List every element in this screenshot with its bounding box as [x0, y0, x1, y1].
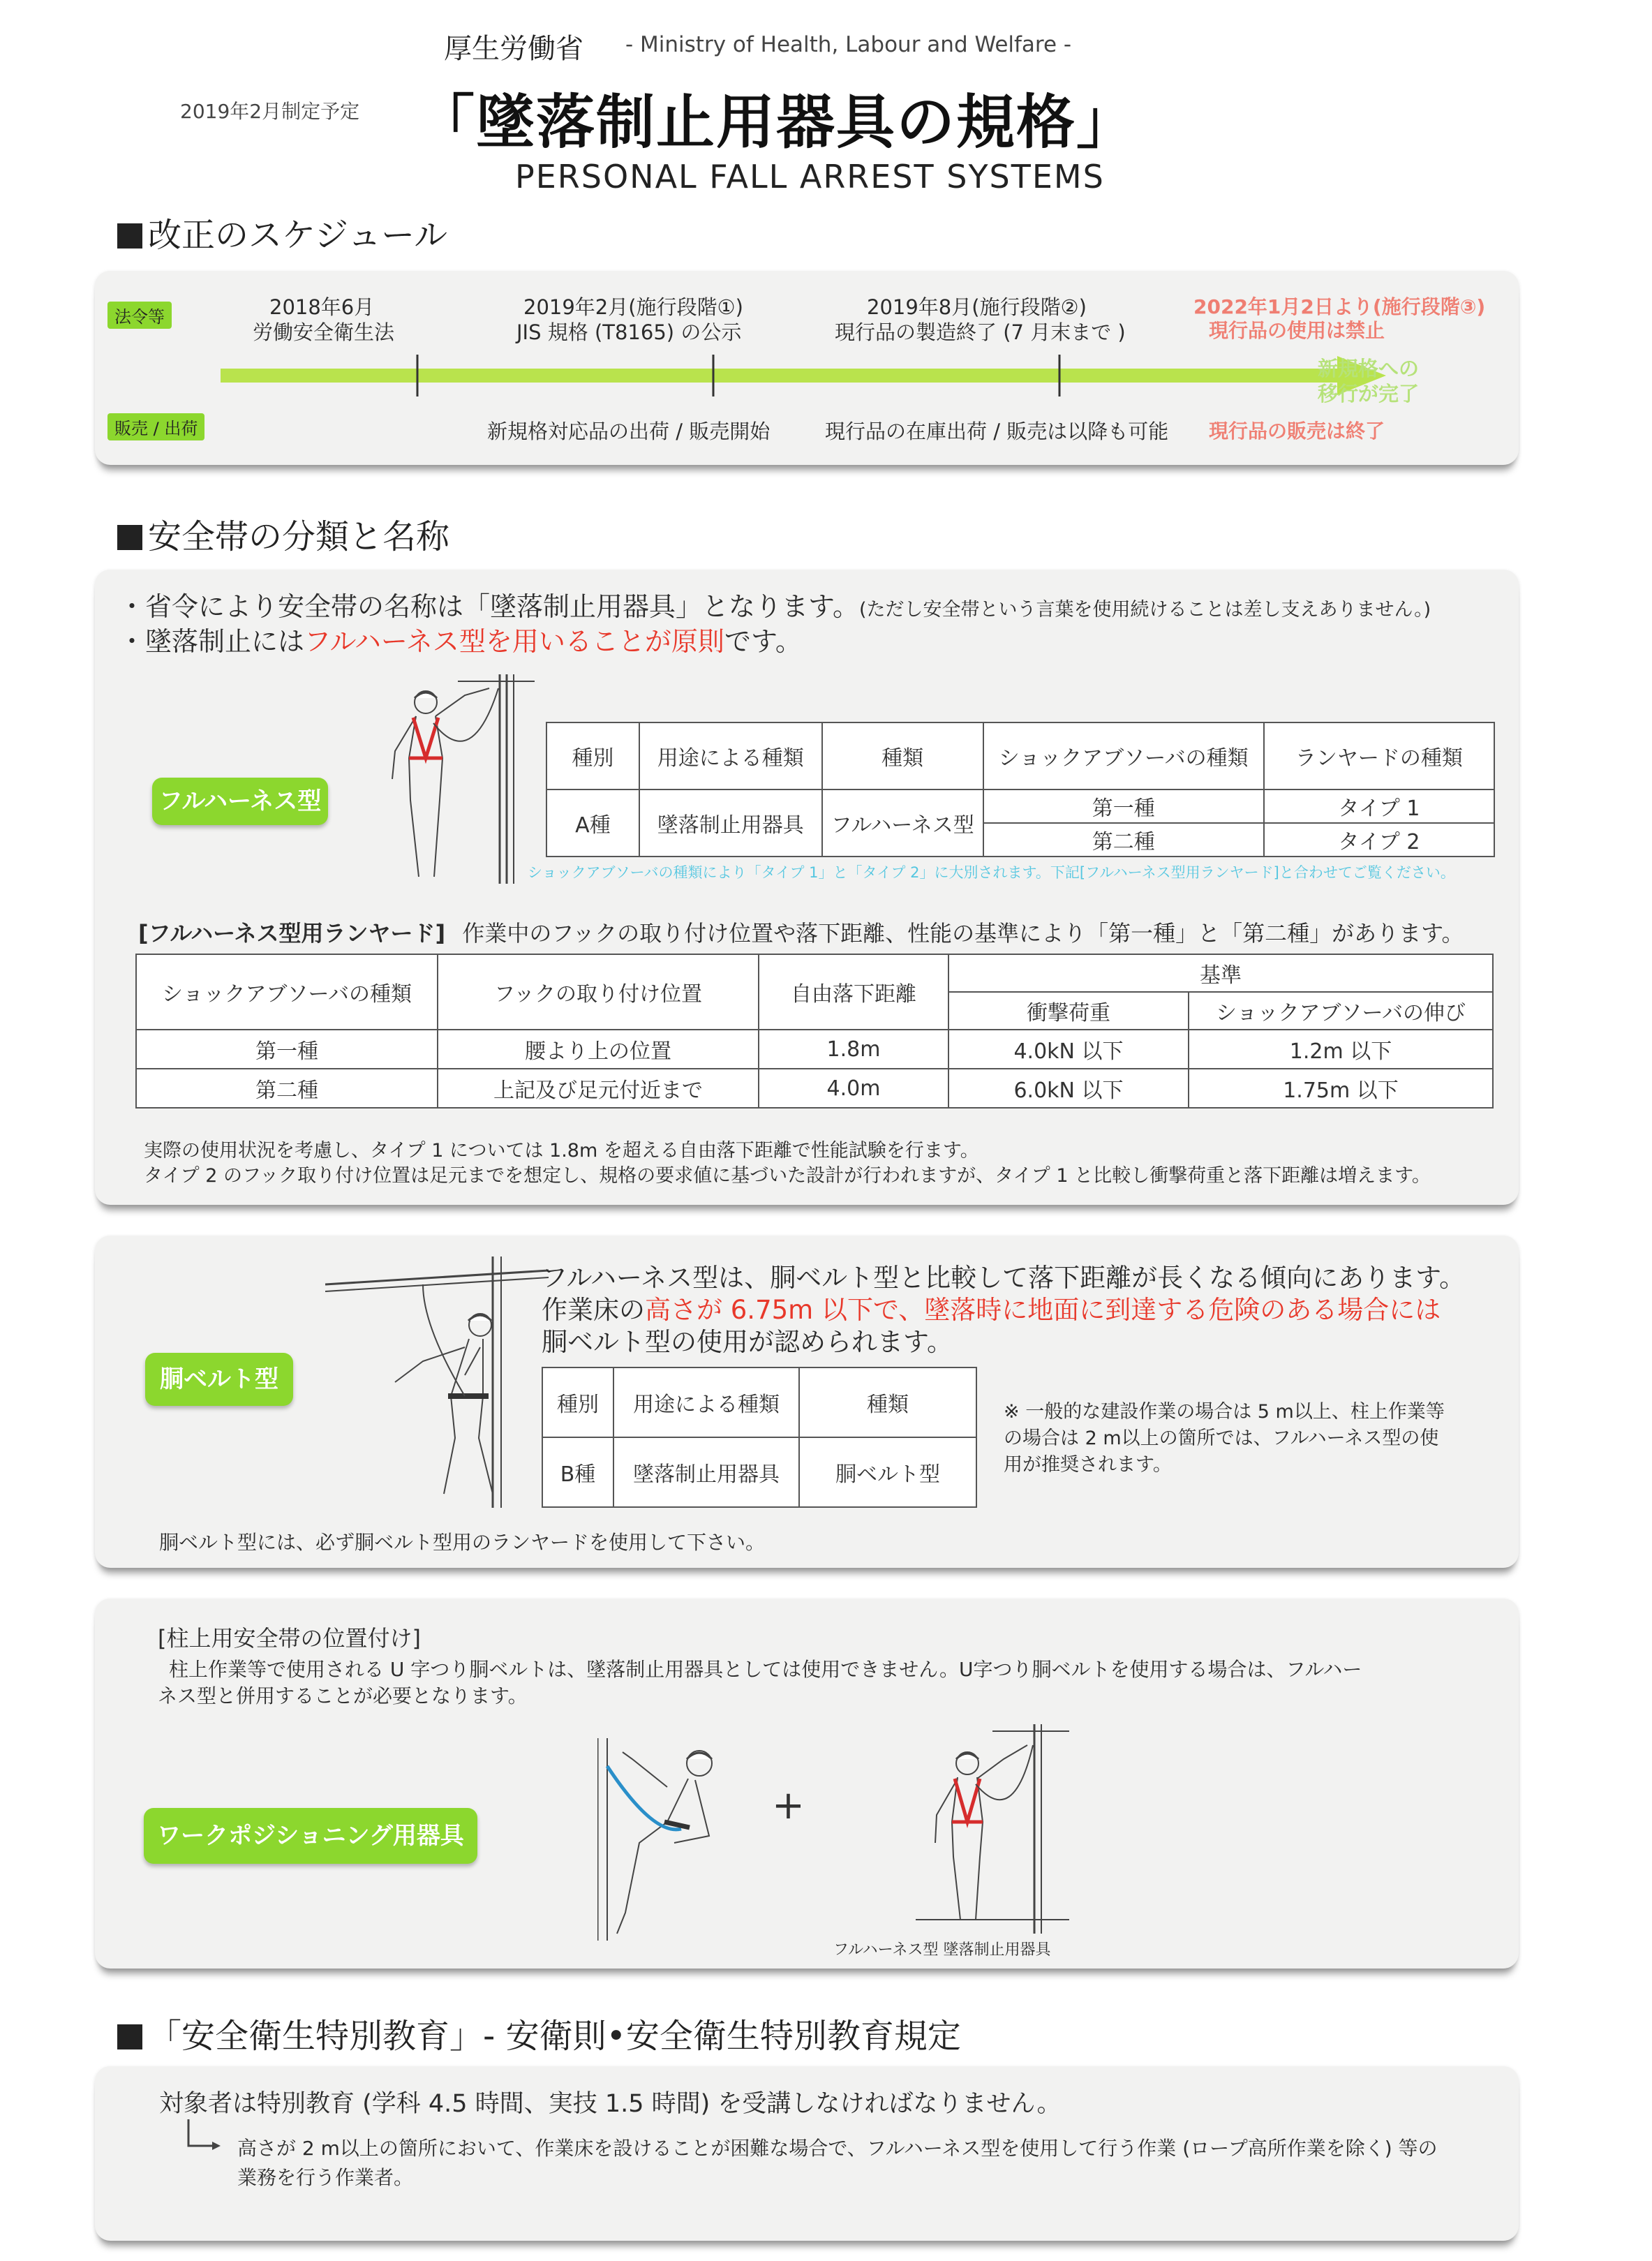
- header-absorber: ショックアブソーバの種類: [983, 722, 1264, 790]
- belt-worker-illustration: [325, 1256, 549, 1508]
- cell-absorber-2: 第二種: [983, 823, 1264, 857]
- transition-note-1: 新規格への: [1318, 357, 1420, 380]
- row2-elongation: 1.75m 以下: [1189, 1069, 1493, 1108]
- pole-desc-1: 柱上作業等で使用される U 字つり胴ベルトは、墜落制止用器具としては使用できません。U字つり胴ベルトを使用する場合は、フルハー: [169, 1658, 1362, 1681]
- row2-impact: 6.0kN 以下: [948, 1069, 1189, 1108]
- bullet-1-main: ・省令により安全帯の名称は「墜落制止用器具」となります。: [119, 591, 859, 622]
- belt-footer: 胴ベルト型には、必ず胴ベルト型用のランヤードを使用して下さい。: [159, 1531, 766, 1554]
- row1-fall: 1.8m: [759, 1030, 948, 1069]
- bullet-2-text: ・墜落制止には: [119, 626, 305, 657]
- belt-line-2-highlight: 高さが 6.75m 以下で、墜落時に地面に到達する危険のある場合には: [645, 1295, 1441, 1325]
- milestone-3-bottom: 現行品の在庫出荷 / 販売は以降も可能: [825, 420, 1169, 443]
- square-bullet: [117, 525, 142, 550]
- row1-impact: 4.0kN 以下: [948, 1030, 1189, 1069]
- cell-class-a: A種: [546, 790, 639, 857]
- pole-desc-2: ネス型と併用することが必要となります。: [158, 1684, 528, 1707]
- ministry-name-en: - Ministry of Health, Labour and Welfare -: [625, 32, 1072, 57]
- header-hook-position: フックの取り付け位置: [438, 954, 759, 1030]
- ministry-name: 厚生労働省: [444, 33, 583, 65]
- pole-climbing-worker-illustration: [597, 1738, 821, 1941]
- cell-absorber-1: 第一種: [983, 790, 1264, 823]
- transition-note-2: 移行が完了: [1318, 382, 1420, 406]
- timeline-arrow: [221, 355, 1393, 396]
- header-criteria: 基準: [948, 954, 1493, 992]
- schedule-panel: [95, 271, 1519, 465]
- education-panel: [95, 2066, 1519, 2241]
- milestone-3-desc: 現行品の製造終了 (7 月末まで ): [835, 320, 1126, 344]
- section-heading-schedule: [117, 208, 447, 256]
- belt-line-1: フルハーネス型は、胴ベルト型と比較して落下距離が長くなる傾向にあります。: [542, 1263, 1466, 1293]
- milestone-1-desc: 労働安全衛生法: [253, 320, 395, 344]
- work-positioning-badge: ワークポジショニング用器具: [144, 1808, 477, 1864]
- label-law: 法令等: [107, 302, 172, 329]
- education-sub-2: 業務を行う作業者。: [237, 2166, 414, 2189]
- belt-line-2-text: 作業床の: [542, 1295, 645, 1325]
- education-sub-1: 高さが 2 m以上の箇所において、作業床を設けることが困難な場合で、フルハーネス型を使用して行う作業 (ロープ高所作業を除く) 等の: [237, 2137, 1438, 2160]
- belt-line-3: 胴ベルト型の使用が認められます。: [542, 1327, 953, 1357]
- bullet-2-text-end: です。: [724, 626, 802, 657]
- belt-panel: [95, 1236, 1519, 1568]
- belt-note-3: 用が推奨されます。: [1004, 1454, 1172, 1476]
- pole-panel: [95, 1599, 1519, 1969]
- row2-hook: 上記及び足元付近まで: [438, 1069, 759, 1108]
- belt-note-1: ※ 一般的な建設作業の場合は 5 m以上、柱上作業等: [1004, 1401, 1445, 1423]
- milestone-2-date: 2019年2月(施行段階①): [523, 295, 743, 319]
- bullet-2-highlight: フルハーネス型を用いることが原則: [304, 626, 724, 657]
- milestone-2-bottom: 新規格対応品の出荷 / 販売開始: [487, 420, 771, 443]
- belt-header-class: 種別: [542, 1367, 613, 1437]
- lanyard-description: 作業中のフックの取り付け位置や落下距離、性能の基準により「第一種」と「第二種」があります。: [462, 920, 1464, 947]
- cell-lanyard-2: タイプ 2: [1264, 823, 1494, 857]
- full-harness-worker-illustration: [367, 674, 535, 884]
- lanyard-table: [135, 954, 1494, 1109]
- classification-table-note: ショックアブソーバの種類により「タイプ 1」と「タイプ 2」に大別されます。下記[フルハーネス型用ランヤード]と合わせてご覧ください。: [528, 864, 1455, 881]
- schedule-note: 2019年2月制定予定: [180, 100, 360, 123]
- milestone-2-desc: JIS 規格 (T8165) の公示: [516, 320, 742, 344]
- classification-panel: [95, 570, 1519, 1205]
- milestone-4-desc: 現行品の使用は禁止: [1209, 319, 1385, 342]
- row1-hook: 腰より上の位置: [438, 1030, 759, 1069]
- belt-cell-type: 胴ベルト型: [799, 1437, 976, 1507]
- header-lanyard: ランヤードの種類: [1264, 722, 1494, 790]
- square-bullet: [117, 2024, 142, 2049]
- square-bullet: [117, 223, 142, 249]
- cell-lanyard-1: タイプ 1: [1264, 790, 1494, 823]
- full-harness-worker-illustration-2: [916, 1724, 1069, 1934]
- row1-absorber: 第一種: [136, 1030, 438, 1069]
- milestone-3-date: 2019年8月(施行段階②): [867, 295, 1087, 319]
- lanyard-note-2: タイプ 2 のフック取り付け位置は足元までを想定し、規格の要求値に基づいた設計が行われますが、タイプ 1 と比較し衝撃荷重と落下距離は増えます。: [144, 1165, 1431, 1187]
- belt-note-2: の場合は 2 m以上の箇所では、フルハーネス型の使: [1004, 1428, 1439, 1449]
- arrow-icon: [184, 2119, 221, 2161]
- label-sales: 販売 / 出荷: [107, 413, 204, 440]
- lanyard-section: [138, 916, 1464, 948]
- milestone-4-date: 2022年1月2日より(施行段階③): [1193, 295, 1486, 318]
- milestone-4-bottom: 現行品の販売は終了: [1209, 420, 1385, 443]
- row1-elongation: 1.2m 以下: [1189, 1030, 1493, 1069]
- full-harness-caption: フルハーネス型 墜落制止用器具: [833, 1941, 1051, 1959]
- bullet-2: [119, 620, 802, 658]
- section-heading-text: 改正のスケジュール: [148, 216, 448, 255]
- header-impact-load: 衝撃荷重: [948, 992, 1189, 1030]
- section-heading-classification: [117, 510, 449, 558]
- belt-cell-use: 墜落制止用器具: [613, 1437, 799, 1507]
- milestone-1-date: 2018年6月: [269, 295, 375, 319]
- header-type: 種類: [822, 722, 983, 790]
- classification-table: [546, 722, 1495, 857]
- row2-absorber: 第二種: [136, 1069, 438, 1108]
- row2-fall: 4.0m: [759, 1069, 948, 1108]
- section-heading-education: [117, 2009, 961, 2057]
- belt-table: [542, 1367, 977, 1508]
- bullet-1-note: (ただし安全帯という言葉を使用続けることは差し支えありません。): [858, 599, 1431, 621]
- header-free-fall: 自由落下距離: [759, 954, 948, 1030]
- full-harness-badge: フルハーネス型: [152, 778, 328, 825]
- education-main: 対象者は特別教育 (学科 4.5 時間、実技 1.5 時間) を受講しなければなりません。: [159, 2090, 1062, 2118]
- page-subtitle: PERSONAL FALL ARREST SYSTEMS: [515, 158, 1105, 195]
- section-heading-text: 安全帯の分類と名称: [148, 517, 450, 556]
- pole-title: [柱上用安全帯の位置付け]: [158, 1625, 421, 1652]
- header-absorber-elongation: ショックアブソーバの伸び: [1189, 992, 1493, 1030]
- section-heading-text: 「安全衛生特別教育」- 安衛則•安全衛生特別教育規定: [148, 2017, 961, 2056]
- belt-header-use: 用途による種類: [613, 1367, 799, 1437]
- lanyard-title: [フルハーネス型用ランヤード]: [138, 920, 446, 947]
- cell-type: フルハーネス型: [822, 790, 983, 857]
- belt-badge: 胴ベルト型: [145, 1353, 293, 1406]
- header-class: 種別: [546, 722, 639, 790]
- header-use: 用途による種類: [639, 722, 822, 790]
- cell-use: 墜落制止用器具: [639, 790, 822, 857]
- header-absorber-type: ショックアブソーバの種類: [136, 954, 438, 1030]
- page-title: 「墜落制止用器具の規格」: [416, 88, 1137, 156]
- lanyard-note-1: 実際の使用状況を考慮し、タイプ 1 については 1.8m を超える自由落下距離で性能試験を行ます。: [144, 1140, 979, 1162]
- belt-header-type: 種類: [799, 1367, 976, 1437]
- belt-cell-class-b: B種: [542, 1437, 613, 1507]
- bullet-1: [119, 585, 1431, 623]
- plus-sign: +: [772, 1783, 805, 1828]
